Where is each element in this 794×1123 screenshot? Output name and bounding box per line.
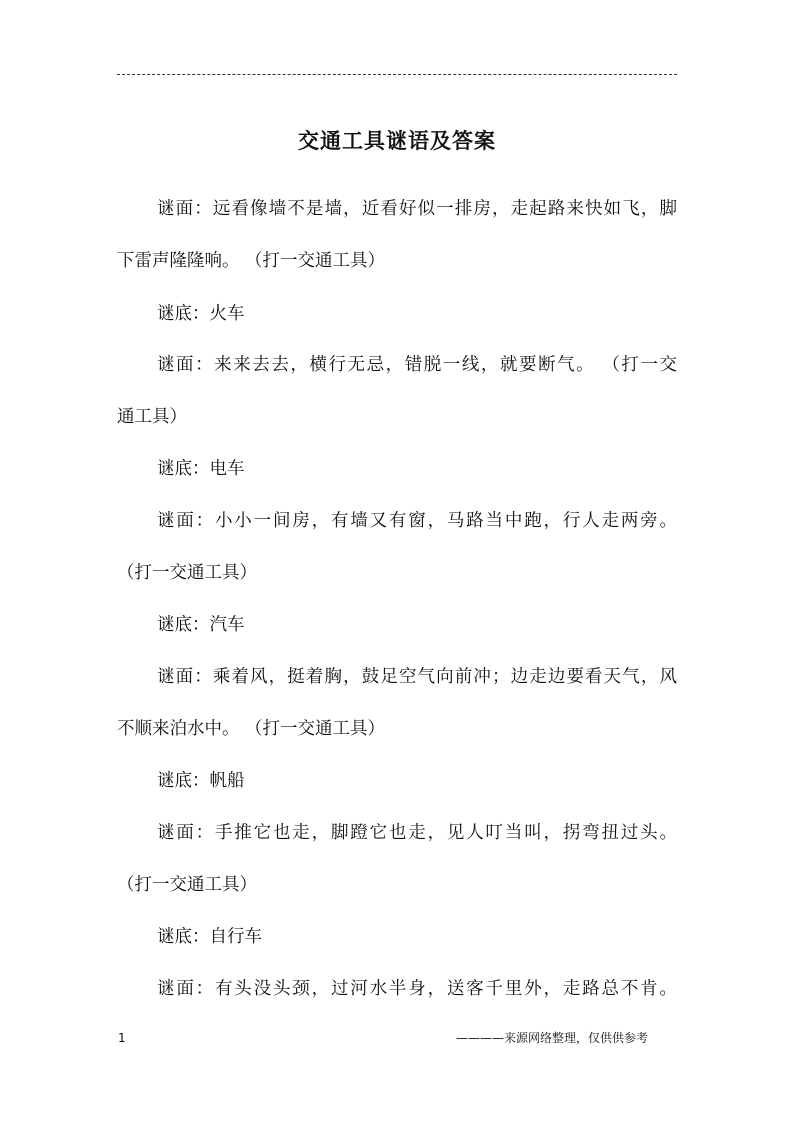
footer-source-note: ————来源网络整理，仅供供参考 (456, 1031, 649, 1045)
riddle-5-question-line-1: 谜面：手推它也走，脚蹬它也走，见人叮当叫，拐弯扭过头。 (157, 823, 677, 843)
riddle-1-answer: 谜底：火车 (157, 304, 245, 324)
riddle-3-answer: 谜底：汽车 (157, 615, 245, 635)
page-number: 1 (118, 1031, 126, 1045)
riddle-1-question-line-1: 谜面：远看像墙不是墙，近看好似一排房，走起路来快如飞，脚 (157, 199, 677, 219)
header-dashed-rule (117, 74, 677, 75)
riddle-2-answer: 谜底：电车 (157, 459, 245, 479)
riddle-3-question-line-2: （打一交通工具） (117, 563, 257, 583)
riddle-1-question-line-2: 下雷声隆隆响。 （打一交通工具） (117, 251, 386, 271)
riddle-6-question-line-1: 谜面：有头没头颈，过河水半身，送客千里外，走路总不肯。 (157, 979, 677, 999)
riddle-5-question-line-2: （打一交通工具） (117, 875, 257, 895)
riddle-5-answer: 谜底：自行车 (157, 927, 262, 947)
riddle-4-answer: 谜底：帆船 (157, 771, 245, 791)
riddle-4-question-line-1: 谜面：乘着风，挺着胸，鼓足空气向前冲；边走边要看天气，风 (157, 667, 677, 687)
riddle-4-question-line-2: 不顺来泊水中。 （打一交通工具） (117, 719, 386, 739)
riddle-3-question-line-1: 谜面：小小一间房，有墙又有窗，马路当中跑，行人走两旁。 (157, 511, 677, 531)
riddle-2-question-line-1: 谜面：来来去去，横行无忌，错脱一线，就要断气。 （打一交 (157, 355, 677, 375)
riddle-2-question-line-2: 通工具） (117, 407, 187, 427)
document-title: 交通工具谜语及答案 (298, 128, 496, 153)
